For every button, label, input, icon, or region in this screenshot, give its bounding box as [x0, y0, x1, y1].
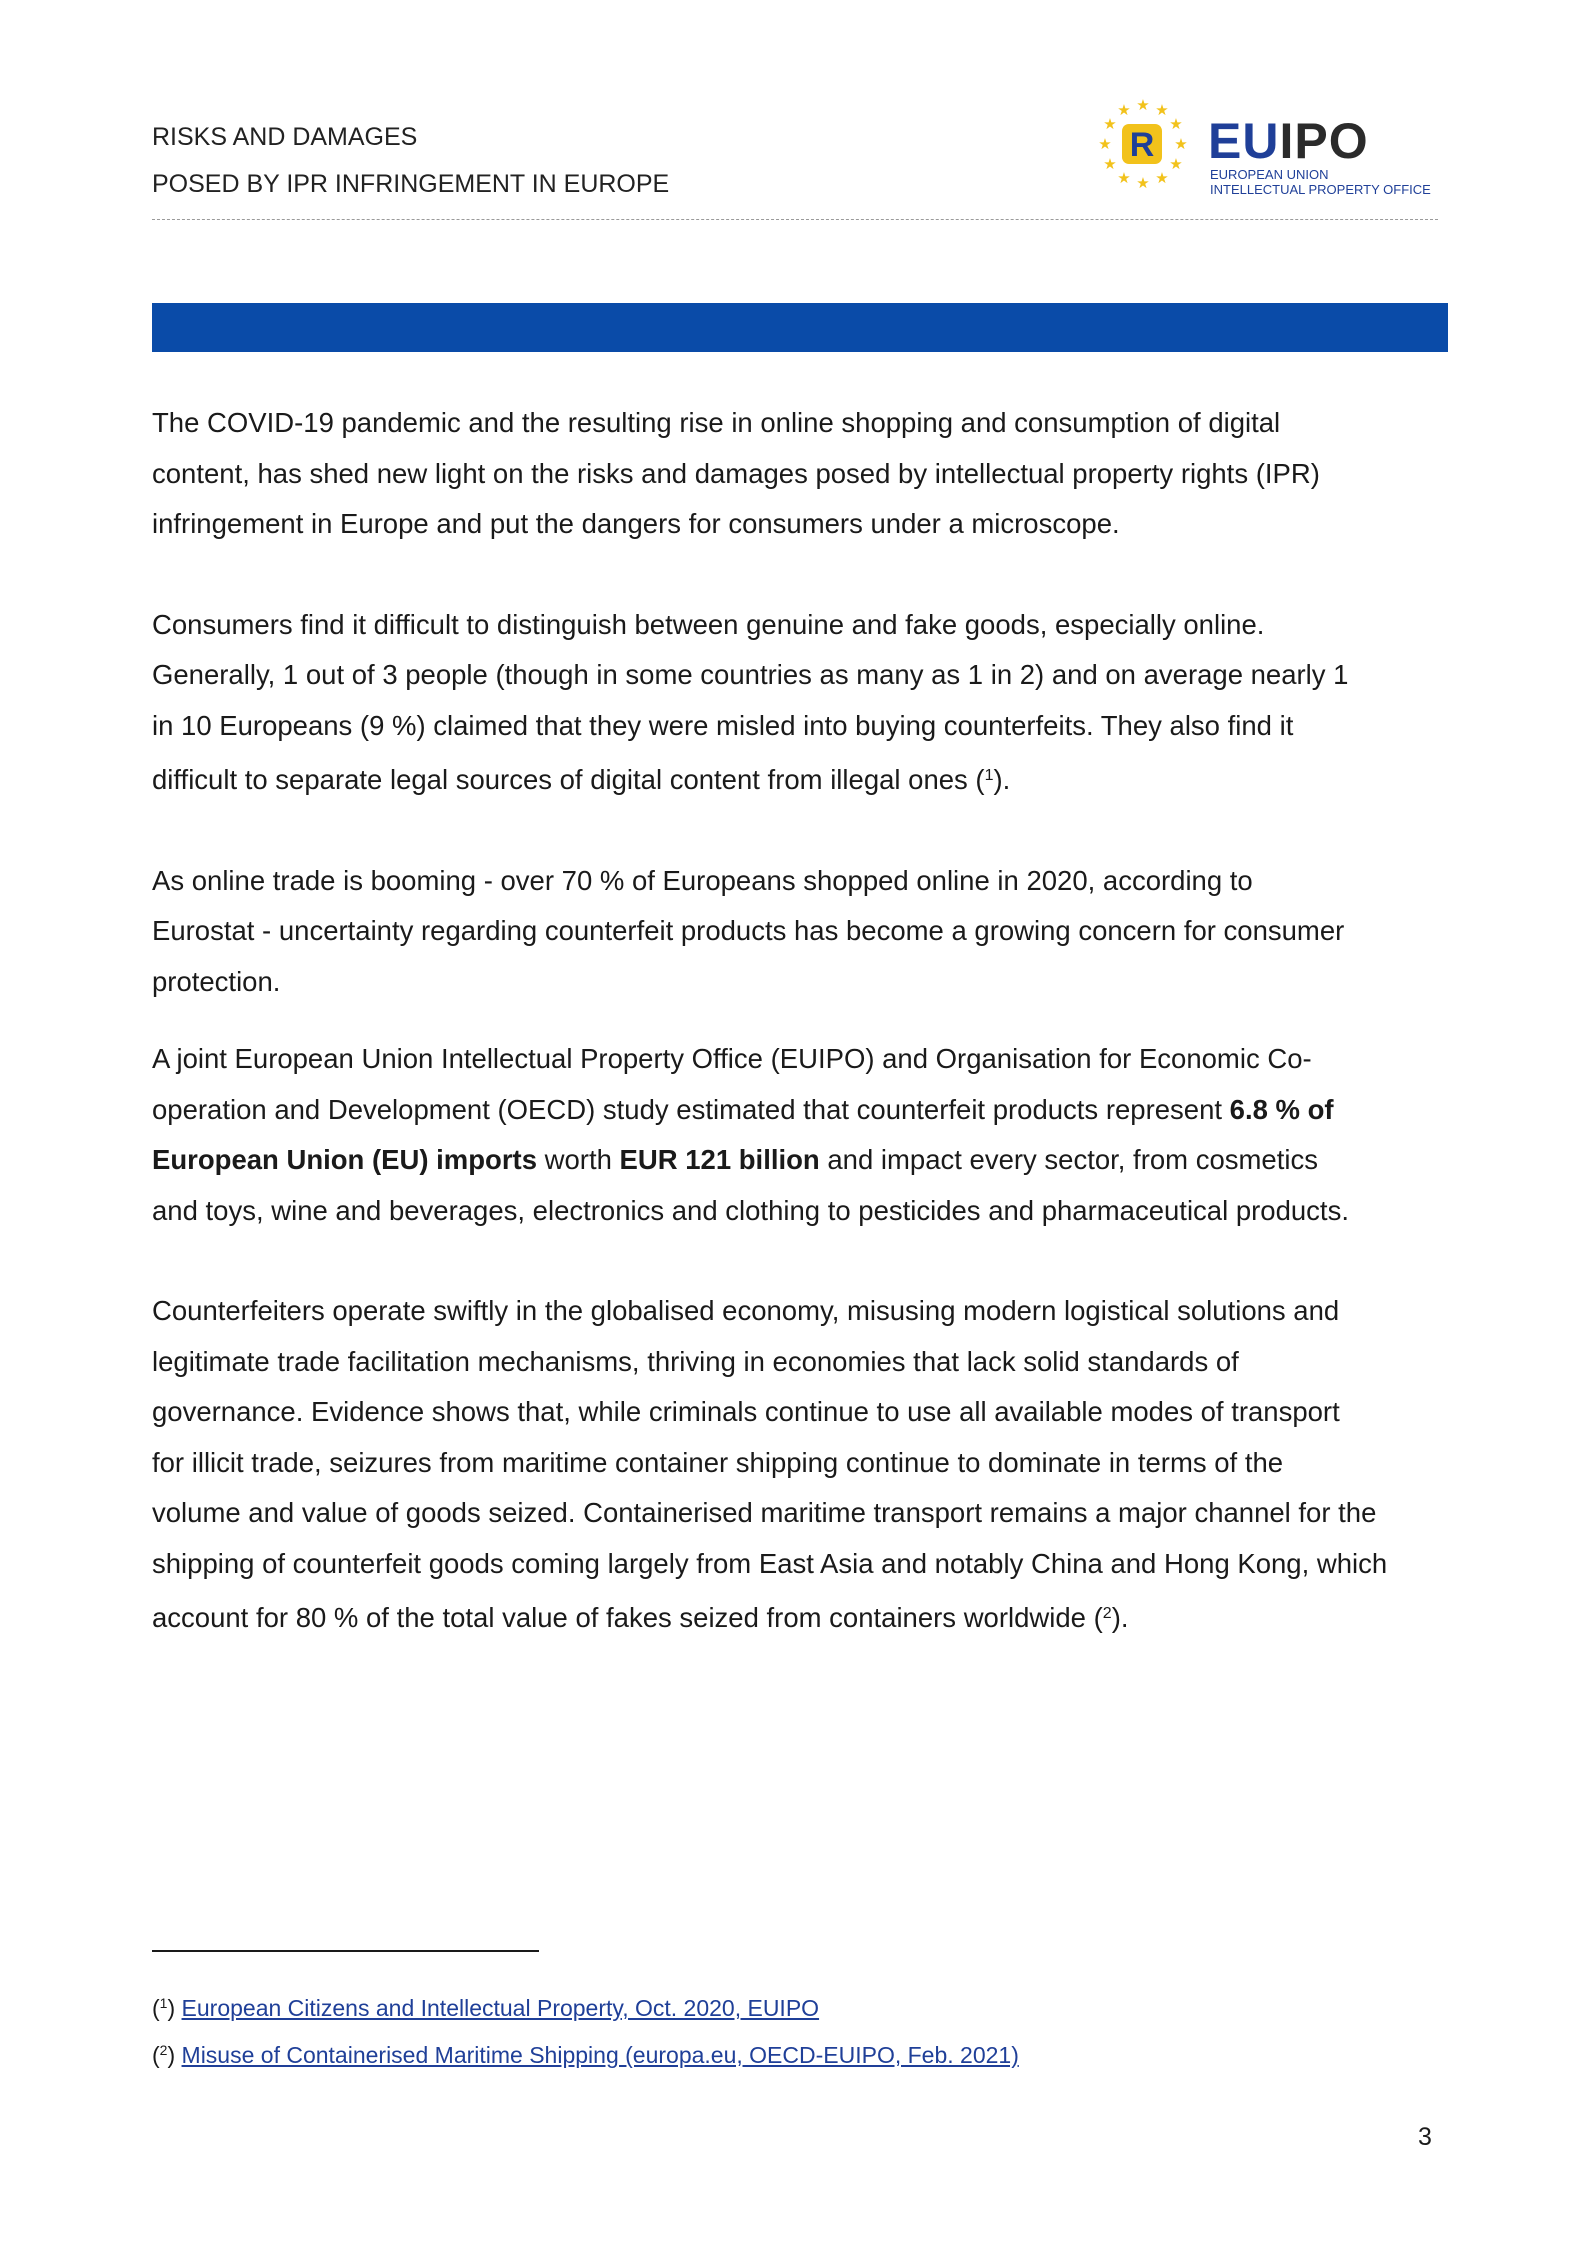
bold-share: 6.8 % of: [1229, 1093, 1334, 1125]
footnotes: [152, 1982, 1019, 2076]
text-line: The COVID-19 pandemic and the resulting rise in online shopping and consumption of digital: [152, 407, 1281, 438]
svg-text:★: ★: [1136, 96, 1150, 114]
svg-text:★: ★: [1117, 169, 1131, 187]
footnote-link-2[interactable]: Misuse of Containerised Maritime Shipping (europa.eu, OECD-EUIPO, Feb. 2021): [181, 2042, 1019, 2068]
text-line: protection.: [152, 965, 281, 997]
text-line: Generally, 1 out of 3 people (though in some countries as many as 1 in 2) and on average nearly 1: [152, 659, 1349, 690]
text-line-content: difficult to separate legal sources of digital content from illegal ones: [152, 764, 968, 795]
logo-wordmark-ipo: IPO: [1279, 113, 1369, 169]
text-line: [152, 1135, 1452, 1186]
footnote-ref-2[interactable]: ($^2$).: [1085, 1602, 1129, 1633]
text-line: Counterfeiters operate swiftly in the globalised economy, misusing modern logistical solutions and: [152, 1295, 1340, 1326]
header-title-line-1: RISKS AND DAMAGES: [152, 123, 418, 151]
paragraph-1: [152, 398, 1452, 550]
running-header: [152, 114, 669, 208]
text-line: [152, 751, 1452, 806]
text-line: Consumers find it difficult to distinguish between genuine and fake goods, especially online.: [152, 608, 1265, 640]
section-banner: [152, 303, 1448, 352]
footnote-ref-number[interactable]: 2: [1102, 1605, 1112, 1622]
logo-subtitle: [1210, 167, 1431, 197]
paragraph-5: [152, 1286, 1452, 1644]
svg-text:★: ★: [1098, 135, 1112, 153]
svg-text:★: ★: [1117, 101, 1131, 119]
text-line: in 10 Europeans (9 %) claimed that they were misled into buying counterfeits. They also find it: [152, 709, 1294, 741]
logo-letter: R: [1129, 126, 1155, 164]
text-segment: worth: [537, 1144, 620, 1175]
text-line: Eurostat - uncertainty regarding counterfeit products has become a growing concern for consumer: [152, 915, 1345, 946]
logo-wordmark: [1208, 114, 1369, 168]
footnote-1: ($^1$) European Citizens and Intellectual Property, Oct. 2020, EUIPO: [152, 1995, 820, 2021]
paragraph-2: [152, 600, 1452, 806]
footnote-link-1[interactable]: European Citizens and Intellectual Property, Oct. 2020, EUIPO: [181, 1995, 820, 2021]
svg-text:★: ★: [1103, 115, 1117, 133]
euipo-emblem-icon: [1088, 92, 1198, 202]
text-line: legitimate trade facilitation mechanisms, thriving in economies that lack solid standards of: [152, 1345, 1239, 1377]
footnote-ref-number[interactable]: 1: [984, 767, 994, 784]
text-line-content: account for 80 % of the total value of fakes seized from containers worldwide: [152, 1602, 1086, 1633]
euipo-logo: [1088, 92, 1458, 202]
svg-text:★: ★: [1136, 174, 1150, 192]
svg-text:★: ★: [1155, 101, 1169, 119]
logo-subtitle-line-1: EUROPEAN UNION: [1210, 167, 1329, 182]
text-segment: and impact every sector, from cosmetics: [819, 1144, 1318, 1175]
text-line: shipping of counterfeit goods coming largely from East Asia and notably China and Hong Kong, which: [152, 1547, 1388, 1579]
bold-eu-imports: European Union (EU) imports: [152, 1144, 537, 1175]
text-line: and toys, wine and beverages, electronics and clothing to pesticides and pharmaceutical products.: [152, 1194, 1349, 1226]
text-line: for illicit trade, seizures from maritime container shipping continue to dominate in terms of the: [152, 1446, 1284, 1478]
footnote-separator: [152, 1950, 539, 1952]
paragraph-4: [152, 1034, 1452, 1236]
text-line: [152, 1085, 1452, 1136]
page-number: 3: [1418, 2123, 1432, 2151]
footnote-ref-1[interactable]: ($^1$).: [967, 764, 1011, 795]
text-line: infringement in Europe and put the dangers for consumers under a microscope.: [152, 508, 1120, 539]
text-line: As online trade is booming - over 70 % of Europeans shopped online in 2020, according to: [152, 864, 1253, 896]
svg-text:★: ★: [1174, 135, 1188, 153]
text-segment: operation and Development (OECD) study estimated that counterfeit products represent: [152, 1093, 1230, 1125]
text-line: [152, 1589, 1452, 1644]
text-line: volume and value of goods seized. Containerised maritime transport remains a major channel for the: [152, 1497, 1377, 1528]
header-divider: [152, 219, 1438, 220]
header-title-line-2: POSED BY IPR INFRINGEMENT IN EUROPE: [152, 170, 670, 198]
logo-wordmark-eu: EU: [1208, 113, 1280, 169]
text-line: A joint European Union Intellectual Property Office (EUIPO) and Organisation for Economic Co-: [152, 1043, 1312, 1074]
svg-text:★: ★: [1169, 115, 1183, 133]
footnote-2: ($^2$) Misuse of Containerised Maritime Shipping (europa.eu, OECD-EUIPO, Feb. 2021): [152, 2042, 1019, 2068]
body-text: [152, 398, 1452, 1644]
footnote-number: 2: [159, 2042, 168, 2058]
logo-subtitle-line-2: INTELLECTUAL PROPERTY OFFICE: [1210, 182, 1431, 197]
text-line: content, has shed new light on the risks and damages posed by intellectual property rights (IPR): [152, 457, 1320, 489]
footnote-number: 1: [159, 1995, 168, 2011]
svg-text:★: ★: [1103, 155, 1117, 173]
bold-value: EUR 121 billion: [619, 1144, 820, 1175]
svg-text:★: ★: [1169, 155, 1183, 173]
text-line: governance. Evidence shows that, while criminals continue to use all available modes of transport: [152, 1396, 1340, 1427]
paragraph-3: [152, 856, 1452, 1008]
svg-text:★: ★: [1155, 169, 1169, 187]
